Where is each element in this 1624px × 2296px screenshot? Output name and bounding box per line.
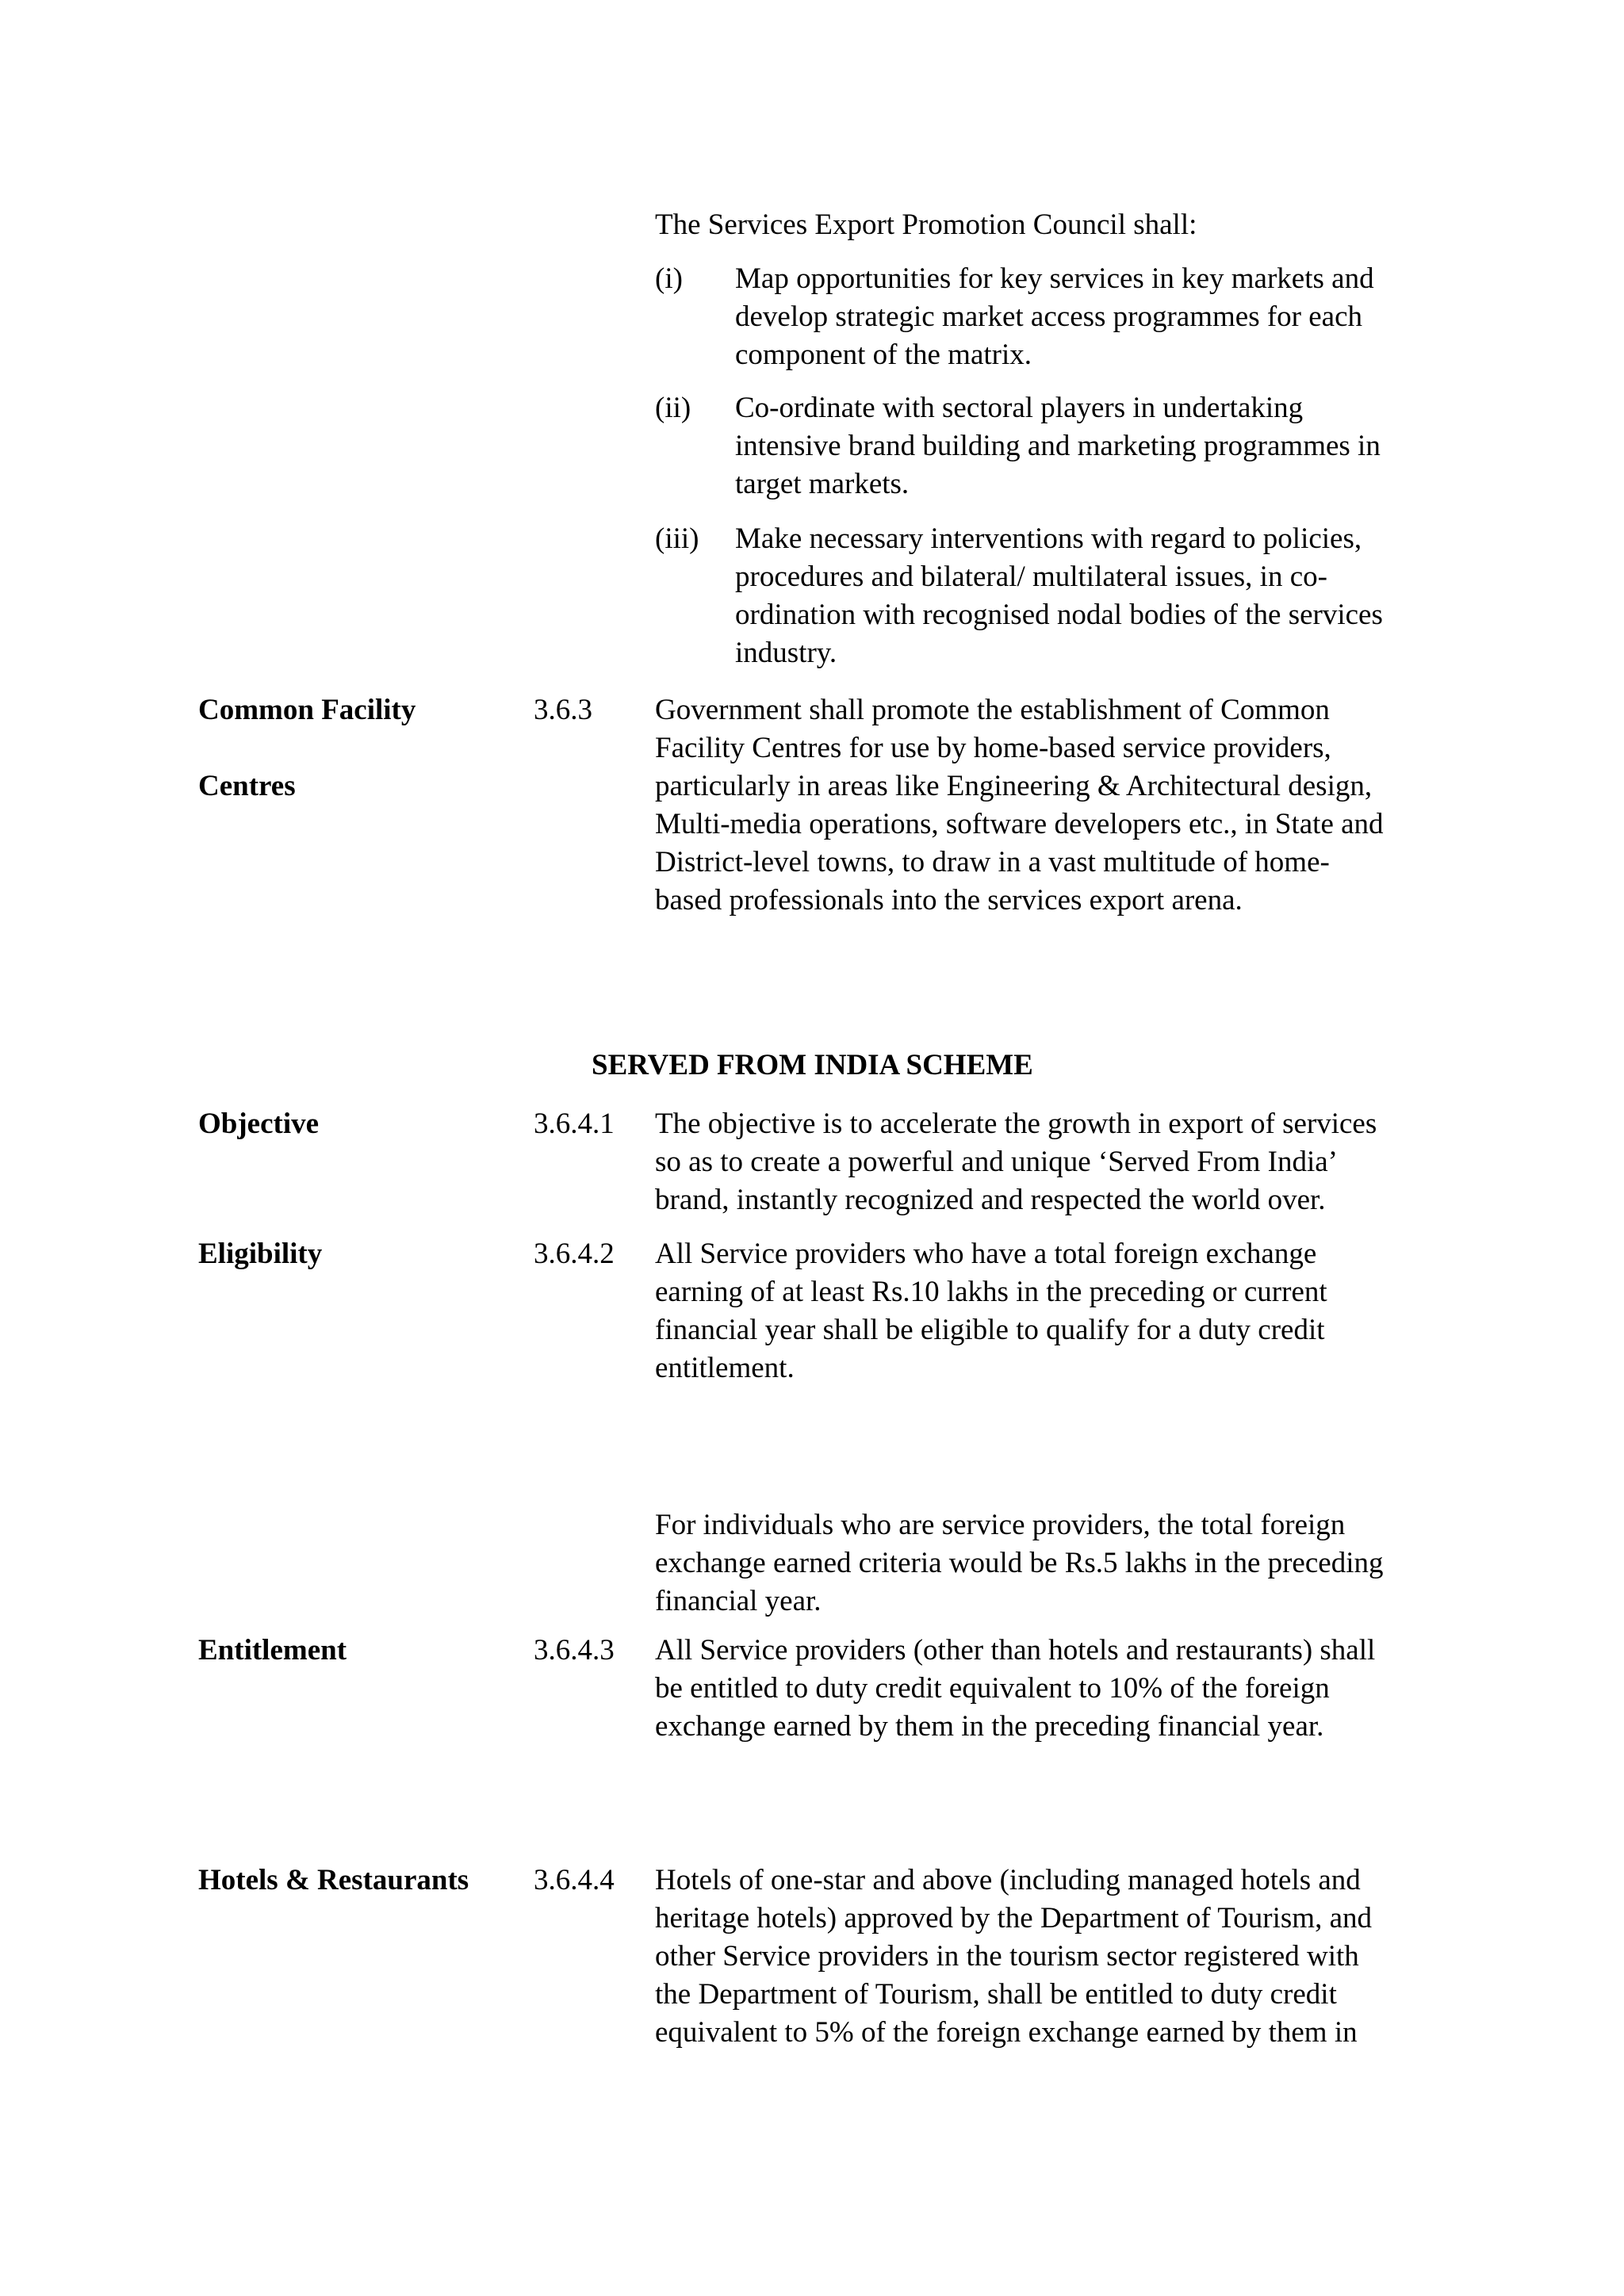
text-line: be entitled to duty credit equivalent to 10% of the foreign [655, 1672, 1330, 1705]
text-line: heritage hotels) approved by the Department of Tourism, and [655, 1902, 1372, 1934]
text-line: exchange earned by them in the preceding financial year. [655, 1710, 1324, 1743]
text-line: brand, instantly recognized and respected the world over. [655, 1184, 1326, 1216]
objective-label: Objective [198, 1108, 320, 1140]
council-item-2-text [735, 389, 1496, 503]
text-line: Make necessary interventions with regard to policies, [735, 522, 1362, 555]
objective-text [655, 1105, 1488, 1219]
text-line: industry. [735, 637, 837, 669]
text-line: entitlement. [655, 1352, 795, 1384]
eligibility-number: 3.6.4.2 [534, 1238, 615, 1270]
text-line: develop strategic market access programmes for each [735, 300, 1363, 333]
common-facility-number: 3.6.3 [534, 694, 592, 726]
text-line: Multi-media operations, software developers etc., in State and [655, 808, 1384, 840]
council-item-3-number: (iii) [655, 522, 699, 555]
objective-number: 3.6.4.1 [534, 1108, 615, 1140]
scheme-heading: SERVED FROM INDIA SCHEME [592, 1049, 1033, 1081]
hotels-number: 3.6.4.4 [534, 1864, 615, 1896]
text-line: financial year. [655, 1585, 822, 1617]
text-line: Hotels of one-star and above (including managed hotels and [655, 1864, 1361, 1896]
text-line: All Service providers (other than hotels and restaurants) shall [655, 1634, 1376, 1667]
text-line: For individuals who are service providers, the total foreign [655, 1509, 1346, 1541]
text-line: District-level towns, to draw in a vast multitude of home- [655, 846, 1330, 878]
council-item-3-text [735, 520, 1496, 672]
text-line: other Service providers in the tourism sector registered with [655, 1940, 1359, 1973]
text-line: financial year shall be eligible to qualify for a duty credit [655, 1314, 1325, 1346]
text-line: so as to create a powerful and unique ‘Served From India’ [655, 1146, 1338, 1178]
text-line: The objective is to accelerate the growth in export of services [655, 1108, 1377, 1140]
text-line: Government shall promote the establishment of Common [655, 694, 1330, 726]
text-line: Facility Centres for use by home-based service providers, [655, 732, 1331, 764]
council-item-1-text [735, 260, 1496, 374]
eligibility-individuals-text [655, 1506, 1488, 1621]
hotels-label: Hotels & Restaurants [198, 1864, 469, 1896]
council-item-1-number: (i) [655, 262, 683, 295]
text-line: equivalent to 5% of the foreign exchange earned by them in [655, 2016, 1358, 2049]
common-facility-label-line1: Common Facility [198, 694, 416, 726]
entitlement-label: Entitlement [198, 1634, 347, 1667]
council-intro: The Services Export Promotion Council shall: [655, 209, 1197, 241]
text-line: All Service providers who have a total foreign exchange [655, 1238, 1317, 1270]
common-facility-text [655, 691, 1488, 920]
text-line: based professionals into the services export arena. [655, 884, 1243, 916]
text-line: exchange earned criteria would be Rs.5 lakhs in the preceding [655, 1547, 1384, 1579]
common-facility-label-line2: Centres [198, 770, 296, 802]
text-line: Co-ordinate with sectoral players in undertaking [735, 392, 1304, 424]
text-line: ordination with recognised nodal bodies of the services [735, 599, 1383, 631]
text-line: particularly in areas like Engineering & Architectural design, [655, 770, 1373, 802]
hotels-text [655, 1862, 1488, 2052]
text-line: earning of at least Rs.10 lakhs in the preceding or current [655, 1276, 1327, 1308]
text-line: component of the matrix. [735, 339, 1032, 371]
eligibility-text [655, 1235, 1488, 1387]
text-line: the Department of Tourism, shall be entitled to duty credit [655, 1978, 1337, 2011]
text-line: procedures and bilateral/ multilateral issues, in co- [735, 561, 1327, 593]
text-line: intensive brand building and marketing programmes in [735, 430, 1381, 462]
eligibility-label: Eligibility [198, 1238, 323, 1270]
entitlement-text [655, 1632, 1488, 1746]
text-line: target markets. [735, 468, 910, 500]
council-item-2-number: (ii) [655, 392, 691, 424]
text-line: Map opportunities for key services in key markets and [735, 262, 1374, 295]
entitlement-number: 3.6.4.3 [534, 1634, 615, 1667]
